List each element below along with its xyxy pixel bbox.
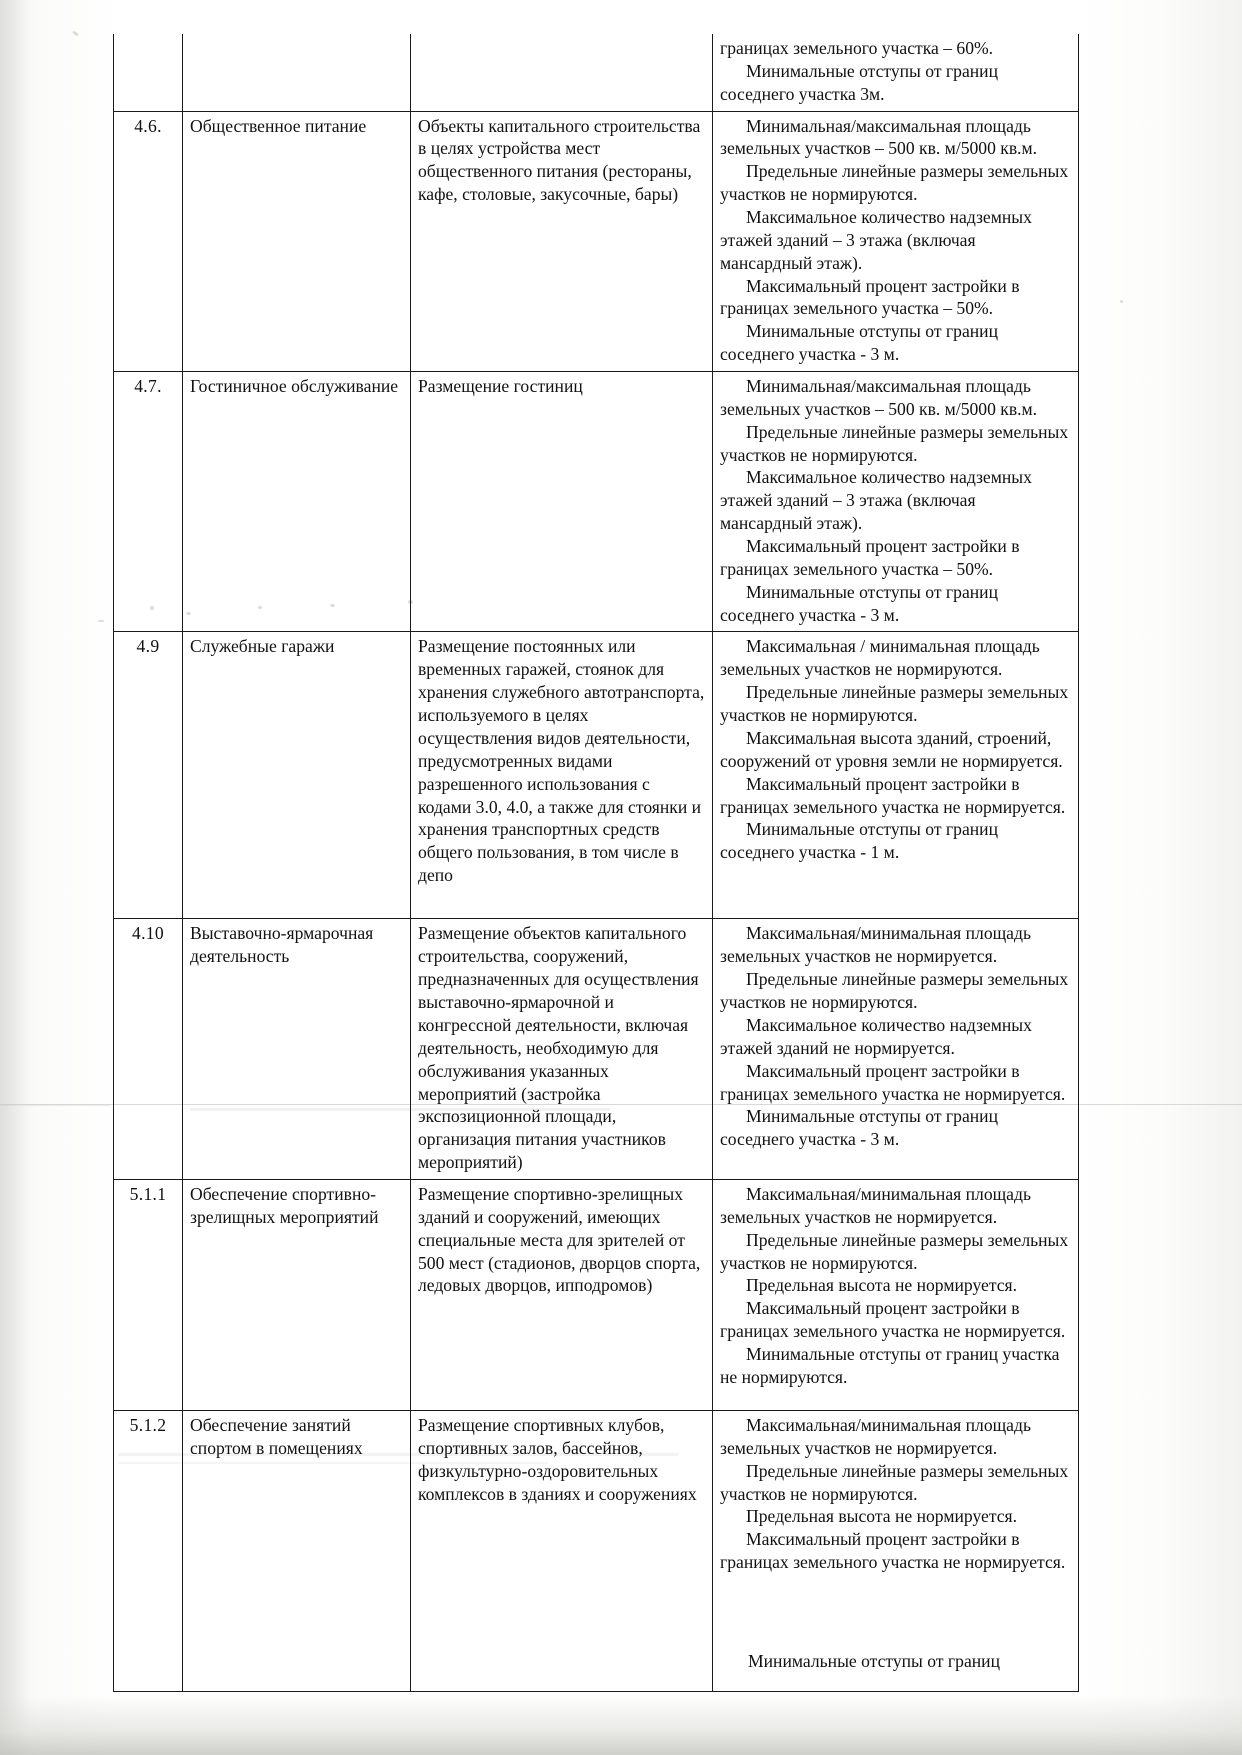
parameter-line: Максимальное количество надземных этажей зданий – 3 этажа (включая мансардный этаж). (720, 207, 1032, 273)
parameter-line: Максимальный процент застройки в границах земельного участка не нормируется. (720, 1060, 1066, 1104)
parameter-line: Максимальный процент застройки в границах земельного участка – 50%. (720, 536, 1020, 579)
parameter-line: Предельные линейные размеры земельных участков не нормируются. (720, 969, 1069, 1013)
cell-name: Общественное питание (183, 111, 411, 371)
cell-name (183, 34, 411, 111)
parameter-line: Минимальные отступы от границ соседнего участка - 1 м. (720, 819, 998, 863)
parameter-line: Предельные линейные размеры земельных участков не нормируются. (720, 161, 1069, 205)
zoning-regulations-table (113, 34, 1079, 1692)
cell-description: Размещение объектов капитального строительства, сооружений, предназначенных для осуществления выставочно-ярмарочной и конгрессной деятельности, включая деятельность, необходимую для обслуживания указанных мероприятий (застройка экспозиционной площади, организация питания участников мероприятий) (411, 919, 713, 1179)
parameter-line: Максимальное количество надземных этажей зданий не нормируется. (720, 1014, 1032, 1058)
cell-description: Размещение гостиниц (411, 372, 713, 632)
cell-code: 4.10 (114, 919, 183, 1179)
table-row (114, 1179, 1079, 1410)
parameter-line: Минимальные отступы от границ соседнего участка - 3 м. (720, 1106, 998, 1150)
parameter-line: Предельные линейные размеры земельных участков не нормируются. (720, 682, 1069, 726)
table-row (114, 919, 1079, 1179)
cell-parameters (713, 111, 1079, 371)
scan-artifact-speck (1120, 300, 1123, 303)
parameter-line: Максимальная/минимальная площадь земельных участков не нормируется. (720, 1414, 1031, 1458)
cell-description: Размещение постоянных или временных гаражей, стоянок для хранения служебного автотранспорта, используемого в целях осуществления видов деятельности, предусмотренных видами разрешенного использования с кодами 3.0, 4.0, а также для стоянки и хранения транспортных средств общего пользования, в том числе в депо (411, 632, 713, 919)
cell-parameters (713, 632, 1079, 919)
cell-code: 4.9 (114, 632, 183, 919)
cell-parameters (713, 919, 1079, 1179)
parameter-line: Максимальный процент застройки в границах земельного участка – 50%. (720, 275, 1020, 319)
cell-name: Выставочно-ярмарочная деятельность (183, 919, 411, 1179)
cell-name: Обеспечение занятий спортом в помещениях (183, 1410, 411, 1691)
parameter-line: Минимальные отступы от границ участка не нормируются. (720, 1343, 1060, 1387)
table-row-continued (114, 34, 1079, 111)
cell-code: 5.1.1 (114, 1179, 183, 1410)
cell-name: Обеспечение спортивно-зрелищных мероприятий (183, 1179, 411, 1410)
cell-parameters (713, 1179, 1079, 1410)
table-row (114, 632, 1079, 919)
parameter-line: Минимальная/максимальная площадь земельных участков – 500 кв. м/5000 кв.м. (720, 115, 1038, 159)
cell-code: 4.7. (114, 372, 183, 632)
cell-description: Объекты капитального строительства в целях устройства мест общественного питания (рестораны, кафе, столовые, закусочные, бары) (411, 111, 713, 371)
table-row (114, 372, 1079, 632)
parameter-line: соседнего участка 3м. (720, 83, 885, 104)
parameter-line: Максимальный процент застройки в границах земельного участка не нормируется. (720, 1529, 1066, 1573)
table-body (114, 34, 1079, 1691)
parameter-line: Максимальный процент застройки в границах земельного участка не нормируется. (720, 1298, 1066, 1342)
parameter-line: Минимальные отступы от границ соседнего участка - 3 м. (720, 581, 998, 625)
scan-edge-shadow-bottom (0, 1695, 1242, 1755)
parameter-line: Максимальная / минимальная площадь земельных участков не нормируются. (720, 636, 1040, 680)
scan-edge-shadow-left (0, 0, 30, 1755)
parameter-line: Минимальная/максимальная площадь земельных участков – 500 кв. м/5000 кв.м. (720, 376, 1038, 419)
cell-name: Служебные гаражи (183, 632, 411, 919)
cell-name: Гостиничное обслуживание (183, 372, 411, 632)
cell-description: Размещение спортивно-зрелищных зданий и сооружений, имеющих специальные места для зрителей от 500 мест (стадионов, дворцов спорта, ледовых дворцов, ипподромов) (411, 1179, 713, 1410)
scan-artifact-speck (98, 620, 104, 622)
cell-description: Размещение спортивных клубов, спортивных залов, бассейнов, физкультурно-оздоровительных комплексов в зданиях и сооружениях (411, 1410, 713, 1691)
parameter-line: границах земельного участка – 60%. (720, 38, 994, 58)
cell-parameters (713, 34, 1079, 111)
parameter-line: Максимальная/минимальная площадь земельных участков не нормируется. (720, 1183, 1031, 1227)
cell-description (411, 34, 713, 111)
parameter-line: Максимальное количество надземных этажей зданий – 3 этажа (включая мансардный этаж). (720, 467, 1032, 534)
parameter-line: Максимальный процент застройки в границах земельного участка не нормируется. (720, 773, 1066, 817)
table-row (114, 111, 1079, 371)
table-trailing-text: Минимальные отступы от границ (748, 1651, 1000, 1671)
parameter-line: Предельные линейные размеры земельных участков не нормируются. (720, 1460, 1069, 1504)
parameter-line: Максимальная высота зданий, строений, сооружений от уровня земли не нормируется. (720, 727, 1063, 771)
parameter-line: Предельная высота не нормируется. (746, 1506, 1018, 1527)
parameter-line: Минимальные отступы от границ (746, 60, 998, 81)
cell-code (114, 34, 183, 111)
cell-code: 4.6. (114, 111, 183, 371)
parameter-line: Предельная высота не нормируется. (746, 1275, 1018, 1296)
parameter-line: Минимальные отступы от границ соседнего участка - 3 м. (720, 321, 998, 365)
cell-code: 5.1.2 (114, 1410, 183, 1691)
cell-parameters (713, 372, 1079, 632)
parameter-line: Максимальная/минимальная площадь земельных участков не нормируется. (720, 923, 1031, 967)
parameter-line: Предельные линейные размеры земельных участков не нормируются. (720, 1229, 1069, 1273)
parameter-line: Предельные линейные размеры земельных участков не нормируются. (720, 421, 1069, 465)
